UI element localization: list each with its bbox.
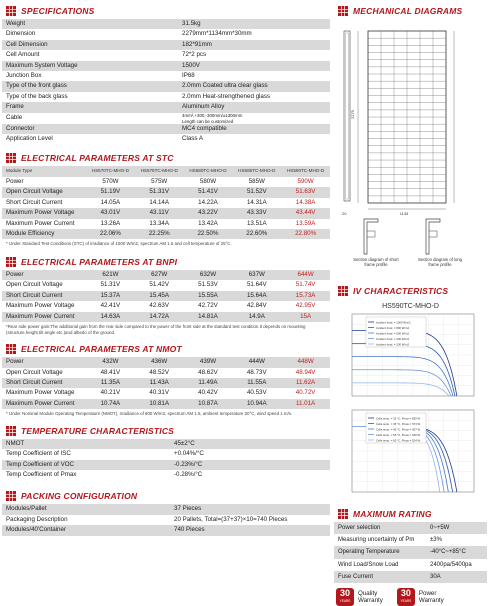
table-row — [2, 280, 330, 290]
cell-value: 436W — [135, 357, 184, 367]
cell-value: 43.33V — [232, 208, 281, 218]
cell-value: 51.31V — [86, 280, 135, 290]
row-label: Open Circuit Voltage — [2, 368, 86, 378]
max-rating-header — [334, 506, 487, 522]
grid-icon — [6, 491, 16, 501]
row-label: Maximum Power Voltage — [2, 301, 86, 311]
table-row — [2, 515, 330, 525]
cell-value: 40.42V — [184, 388, 233, 398]
cell-value: 11.01A — [281, 399, 330, 409]
row-label: Packaging Description — [2, 515, 170, 525]
table-row — [334, 546, 487, 558]
grid-icon — [6, 426, 16, 436]
cell-value: 11.49A — [184, 378, 233, 388]
row-label: Power — [2, 177, 86, 187]
iv-model: HS590TC-MHO-D — [382, 303, 439, 310]
row-label: Modules/40'Container — [2, 525, 170, 535]
legend-label: Cells temp. = 25 °C, Pmax = 590 W — [376, 416, 421, 421]
stc-note: * Under Standard Test Conditions (STC) of irradiance of 1000 W/m2, spectrum AM 1.5 and cell temperature of 25°C. — [6, 241, 232, 247]
table-row — [2, 29, 330, 39]
legend-label: Incident Irrad. = 600 W/m2 — [376, 331, 410, 336]
warranty-line1: Power — [418, 590, 437, 598]
row-label: Temp Coefficient of ISC — [2, 449, 170, 459]
cell-value: 42.95V — [281, 301, 330, 311]
section-title: SPECIFICATIONS — [21, 6, 95, 16]
max-rating-table — [334, 522, 487, 583]
warranty-text — [419, 590, 444, 604]
cell-value: 51.31V — [135, 187, 184, 197]
row-label: Short Circuit Current — [2, 198, 86, 208]
cell-value: 570W — [86, 177, 135, 187]
warranty-badge — [336, 588, 354, 606]
nmot-table — [2, 357, 330, 409]
row-value: ±3% — [426, 534, 487, 546]
row-value: 2400pa/5400pa — [426, 559, 487, 571]
table-row — [2, 504, 330, 514]
cell-value: 432W — [86, 357, 135, 367]
cell-value: 575W — [135, 177, 184, 187]
right-column — [334, 0, 487, 606]
table-row — [2, 357, 330, 367]
cell-value: 10.81A — [135, 399, 184, 409]
table-row — [2, 449, 330, 459]
table-row — [2, 229, 330, 239]
cell-value: 15.73A — [281, 291, 330, 301]
cell-value: 48.52V — [135, 368, 184, 378]
cell-value: 42.84V — [232, 301, 281, 311]
table-row — [2, 102, 330, 112]
cell-value: 15.55A — [184, 291, 233, 301]
column-header: HS585TC-MHO-D — [232, 166, 281, 176]
row-value: -0.28%/°C — [170, 470, 330, 480]
table-row — [2, 470, 330, 480]
row-label: Dimension — [2, 29, 178, 39]
cell-value: 11.43A — [135, 378, 184, 388]
row-label: Temp Coefficient of Pmax — [2, 470, 170, 480]
cell-value: 15.64A — [232, 291, 281, 301]
cell-value: 15.45A — [135, 291, 184, 301]
stc-header — [2, 150, 330, 166]
temperature-header — [2, 423, 330, 439]
cell-value: 48.62V — [184, 368, 233, 378]
row-value: 740 Pieces — [170, 525, 330, 535]
cell-value: 13.34A — [135, 219, 184, 229]
table-row — [334, 571, 487, 583]
packing-table — [2, 504, 330, 535]
row-label: Module Efficiency — [2, 229, 86, 239]
cell-value: 51.52V — [232, 187, 281, 197]
table-row — [2, 187, 330, 197]
cell-value: 448W — [281, 357, 330, 367]
dim-small: 20 — [342, 211, 347, 216]
cell-value: 637W — [232, 270, 281, 280]
table-row — [334, 559, 487, 571]
temperature-table — [2, 439, 330, 481]
warranty-line2: Warranty — [358, 597, 383, 605]
warranty-row — [334, 588, 487, 606]
row-value: Aluminum Alloy — [178, 102, 330, 112]
cell-value: 14.81A — [184, 312, 233, 322]
cell-value: 590W — [281, 177, 330, 187]
table-row — [2, 113, 330, 124]
row-label: Cable — [2, 113, 178, 124]
cell-value: 51.41V — [184, 187, 233, 197]
row-label: Power — [2, 270, 86, 280]
row-label: Maximum Power Current — [2, 399, 86, 409]
legend-label: Cells temp. = 35 °C, Pmax = 573 W — [376, 421, 421, 426]
cell-value: 51.42V — [135, 280, 184, 290]
cell-value: 585W — [232, 177, 281, 187]
warranty-unit: YEARS — [400, 599, 412, 604]
row-label: NMOT — [2, 439, 170, 449]
warranty-badge — [397, 588, 415, 606]
grid-icon — [338, 6, 348, 16]
grid-icon — [338, 286, 348, 296]
warranty-unit: YEARS — [339, 599, 351, 604]
cell-value: 10.87A — [184, 399, 233, 409]
row-label: Maximum Power Voltage — [2, 208, 86, 218]
table-row — [2, 291, 330, 301]
table-row — [334, 534, 487, 546]
table-row — [2, 198, 330, 208]
cell-value: 22.50% — [184, 229, 233, 239]
warranty-text — [358, 590, 383, 604]
row-label: Type of the back glass — [2, 92, 178, 102]
row-label: Maximum Power Voltage — [2, 388, 86, 398]
cell-value: 43.44V — [281, 208, 330, 218]
row-value: 2279mm*1134mm*30mm — [178, 29, 330, 39]
row-label: Open Circuit Voltage — [2, 280, 86, 290]
section-title: TEMPERATURE CHARACTERISTICS — [21, 425, 175, 436]
cell-value: 10.74A — [86, 399, 135, 409]
table-row — [2, 525, 330, 535]
cell-value: 11.35A — [86, 378, 135, 388]
cell-value: 42.41V — [86, 301, 135, 311]
row-label: Power — [2, 357, 86, 367]
nmot-note: * Under Nominal Module Operating Temperature (NMOT), irradiance of 800 W/m2, spectrum AM 1.5, ambient temperature 20°C, wind speed 1 m/s. — [6, 411, 293, 417]
table-row — [334, 522, 487, 534]
row-label: Cell Dimension — [2, 40, 178, 50]
row-label: Junction Box — [2, 71, 178, 81]
row-value: 2.0mm Coated ultra clear glass — [178, 81, 330, 91]
cell-value: 40.72V — [281, 388, 330, 398]
cell-value: 51.74V — [281, 280, 330, 290]
cell-value: 48.94V — [281, 368, 330, 378]
table-row — [2, 81, 330, 91]
row-label: Weight — [2, 19, 178, 29]
cell-value: 444W — [232, 357, 281, 367]
cell-value: 51.19V — [86, 187, 135, 197]
bnpi-note: *Rear side power gain:The additional gain from the rear side compared to the power of the front side at the standard test condition.It depends on mounting (structure,height,tilt angle etc.)and albedo of the ground. — [6, 323, 306, 335]
cable-note: Length can be customized — [182, 118, 234, 124]
left-column — [2, 0, 330, 536]
iv-curves — [334, 312, 487, 502]
warranty-line2: Warranty — [418, 597, 444, 605]
cell-value: 632W — [184, 270, 233, 280]
table-row — [2, 19, 330, 29]
cell-value: 13.42A — [184, 219, 233, 229]
table-row — [2, 270, 330, 280]
cell-value: 43.01V — [86, 208, 135, 218]
row-value: -40°C~+85°C — [426, 546, 487, 558]
table-row — [2, 50, 330, 60]
row-label: Measuring uncertainty of Pm — [334, 534, 426, 546]
table-row — [2, 71, 330, 81]
row-value: 45±2°C — [170, 439, 330, 449]
section-title: ELECTRICAL PARAMETERS AT BNPI — [21, 256, 178, 267]
table-row — [2, 301, 330, 311]
warranty-line1: Quality — [358, 590, 378, 598]
table-row — [2, 40, 330, 50]
grid-icon — [6, 344, 16, 354]
table-row — [2, 399, 330, 409]
cell-value: 48.41V — [86, 368, 135, 378]
stc-table — [2, 166, 330, 239]
legend-label: Cells temp. = 45 °C, Pmax = 557 W — [376, 427, 421, 432]
table-row — [2, 312, 330, 322]
cell-value: 13.59A — [281, 219, 330, 229]
row-value: 182*91mm — [178, 40, 330, 50]
cell-value: 42.63V — [135, 301, 184, 311]
row-label: Open Circuit Voltage — [2, 187, 86, 197]
row-value: IP68 — [178, 71, 330, 81]
legend-label: Incident Irrad. = 1000 W/m2 — [376, 320, 411, 325]
nmot-header — [2, 341, 330, 357]
legend-label: Incident Irrad. = 200 W/m2 — [376, 342, 410, 347]
section-title: ELECTRICAL PARAMETERS AT STC — [21, 153, 174, 164]
row-value: 31.5kg — [178, 19, 330, 29]
row-label: Short Circuit Current — [2, 291, 86, 301]
table-row — [2, 439, 330, 449]
row-value: 30A — [426, 571, 487, 583]
table-row — [2, 460, 330, 470]
row-label: Fuse Current — [334, 571, 426, 583]
cell-value: 13.26A — [86, 219, 135, 229]
row-label: Power selection — [334, 522, 426, 534]
cell-value: 40.31V — [135, 388, 184, 398]
cell-value: 22.80% — [281, 229, 330, 239]
row-label: Short Circuit Current — [2, 378, 86, 388]
cell-value: 11.62A — [281, 378, 330, 388]
legend-label: Cells temp. = 55 °C, Pmax = 540 W — [376, 432, 421, 437]
legend-label: Incident Irrad. = 800 W/m2 — [376, 325, 410, 330]
table-row — [2, 177, 330, 187]
cable-spec: 4mm²,+300,-300mm/±1300mm — [182, 112, 243, 118]
cell-value: 14.05A — [86, 198, 135, 208]
table-header-row — [2, 166, 330, 176]
iv-header — [334, 283, 487, 299]
legend-label: Cells temp. = 65 °C, Pmax = 524 W — [376, 438, 421, 443]
panel-drawing — [334, 19, 487, 269]
dim-height: 2279 — [350, 110, 355, 119]
cell-value: 15A — [281, 312, 330, 322]
row-value: MC4 compatible — [178, 124, 330, 134]
short-frame-label: Section diagram of short frame profile — [353, 257, 399, 267]
cell-value: 43.11V — [135, 208, 184, 218]
cell-value: 13.51A — [232, 219, 281, 229]
bnpi-table — [2, 270, 330, 322]
cell-value: 14.31A — [232, 198, 281, 208]
legend-label: Incident Irrad. = 400 W/m2 — [376, 336, 410, 341]
row-value: 1500V — [178, 61, 330, 71]
cell-value: 14.63A — [86, 312, 135, 322]
grid-icon — [6, 153, 16, 163]
specifications-header — [2, 3, 330, 19]
cell-value: 42.72V — [184, 301, 233, 311]
table-row — [2, 61, 330, 71]
mechanical-diagram — [334, 19, 487, 269]
grid-icon — [338, 509, 348, 519]
row-label: Maximum Power Current — [2, 312, 86, 322]
cell-value: 40.21V — [86, 388, 135, 398]
mechanical-header — [334, 3, 487, 19]
cell-value: 51.64V — [232, 280, 281, 290]
warranty-years: 30 — [339, 588, 350, 599]
cell-value: 48.73V — [232, 368, 281, 378]
iv-charts — [334, 312, 487, 504]
column-header: Module Type — [2, 166, 86, 176]
cell-value: 22.60% — [232, 229, 281, 239]
row-value: -0.23%/°C — [170, 460, 330, 470]
section-title: MAXIMUM RATING — [353, 509, 432, 519]
row-value: 20 Pallets, Total=(37+37)×10=740 Pieces — [170, 515, 330, 525]
table-row — [2, 92, 330, 102]
cell-value: 11.55A — [232, 378, 281, 388]
table-row — [2, 378, 330, 388]
row-label: Temp Coefficient of VOC — [2, 460, 170, 470]
specifications-table — [2, 19, 330, 144]
table-row — [2, 134, 330, 144]
row-label: Cell Amount — [2, 50, 178, 60]
table-row — [2, 219, 330, 229]
row-value: 72*2 pcs — [178, 50, 330, 60]
cell-value: 43.22V — [184, 208, 233, 218]
column-header: HS590TC-MHO-D — [281, 166, 330, 176]
section-title: ELECTRICAL PARAMETERS AT NMOT — [21, 344, 182, 355]
table-row — [2, 388, 330, 398]
column-header: HS570TC-MHO-D — [86, 166, 135, 176]
row-label: Application Level — [2, 134, 178, 144]
row-value: +0.04%/°C — [170, 449, 330, 459]
cell-value: 14.9A — [232, 312, 281, 322]
table-row — [2, 124, 330, 134]
cell-value: 621W — [86, 270, 135, 280]
row-value: 0~+5W — [426, 522, 487, 534]
cell-value: 627W — [135, 270, 184, 280]
table-row — [2, 368, 330, 378]
row-value: 2.0mm Heat-strengthened glass — [178, 92, 330, 102]
row-label: Maximum Power Current — [2, 219, 86, 229]
cell-value: 14.72A — [135, 312, 184, 322]
cell-value: 22.06% — [86, 229, 135, 239]
row-label: Wind Load/Snow Load — [334, 559, 426, 571]
cell-value: 22.25% — [135, 229, 184, 239]
table-row — [2, 208, 330, 218]
cell-value: 40.53V — [232, 388, 281, 398]
grid-icon — [6, 6, 16, 16]
cell-value: 644W — [281, 270, 330, 280]
row-label: Operating Temperature — [334, 546, 426, 558]
dim-width: 1134 — [399, 211, 409, 216]
cell-value: 14.14A — [135, 198, 184, 208]
row-value: 37 Pieces — [170, 504, 330, 514]
cell-value: 15.37A — [86, 291, 135, 301]
cell-value: 10.94A — [232, 399, 281, 409]
column-header: HS575TC-MHO-D — [135, 166, 184, 176]
packing-header — [2, 488, 330, 504]
cell-value: 51.63V — [281, 187, 330, 197]
row-label: Modules/Pallet — [2, 504, 170, 514]
grid-icon — [6, 257, 16, 267]
warranty-years: 30 — [400, 588, 411, 599]
cell-value: 14.22A — [184, 198, 233, 208]
section-title: MECHANICAL DIAGRAMS — [353, 6, 463, 16]
bnpi-header — [2, 254, 330, 270]
cell-value: 14.38A — [281, 198, 330, 208]
long-frame-label: Section diagram of long frame profile — [418, 257, 462, 267]
row-value: Class A — [178, 134, 330, 144]
section-title: PACKING CONFIGURATION — [21, 491, 138, 502]
row-label: Connector — [2, 124, 178, 134]
cell-value: 51.53V — [184, 280, 233, 290]
section-title: IV CHARACTERISTICS — [353, 286, 449, 296]
row-label: Maximum System Voltage — [2, 61, 178, 71]
column-header: HS580TC-MHO-D — [184, 166, 233, 176]
cell-value: 580W — [184, 177, 233, 187]
row-value — [178, 113, 330, 124]
row-label: Type of the front glass — [2, 81, 178, 91]
cell-value: 439W — [184, 357, 233, 367]
row-label: Frame — [2, 102, 178, 112]
